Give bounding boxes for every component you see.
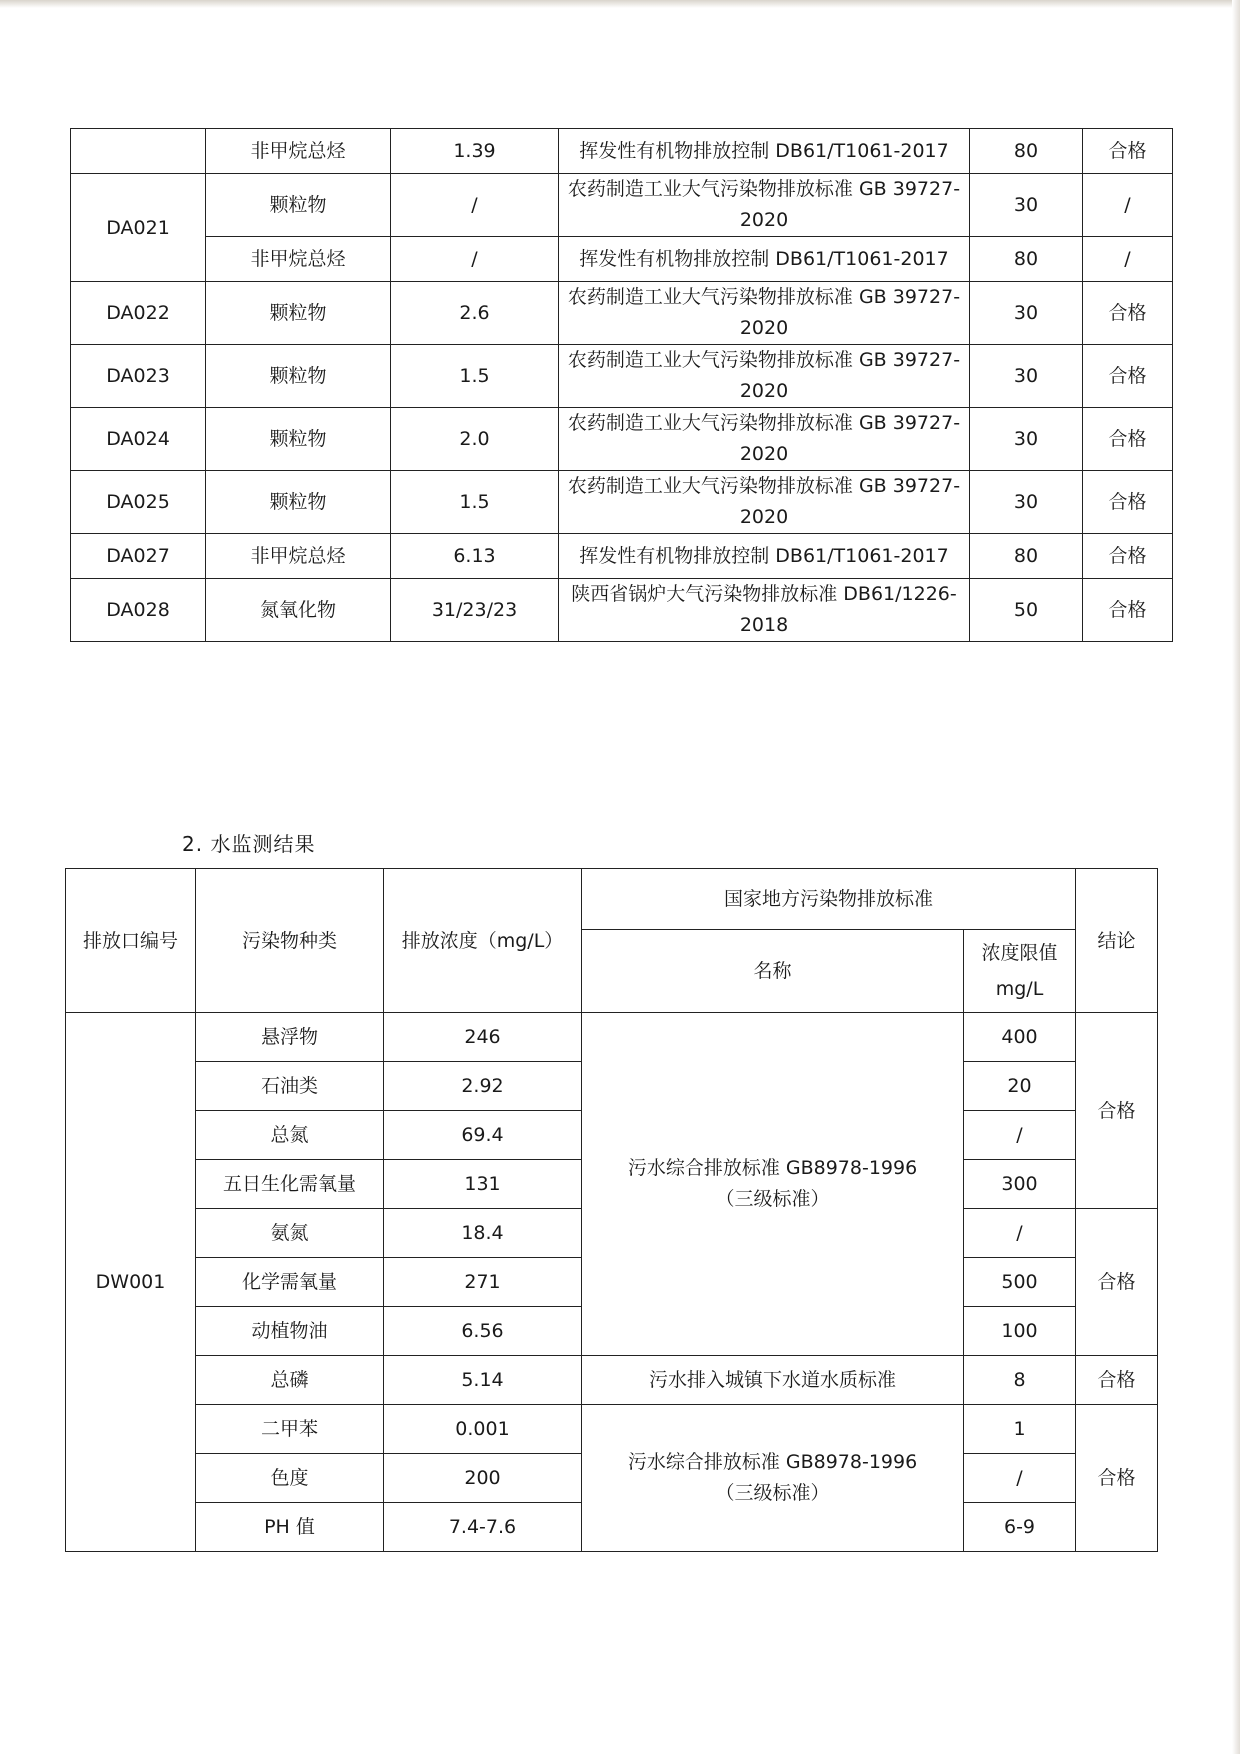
standard-cell <box>559 579 970 642</box>
table-row <box>71 237 1173 282</box>
standard-text: 农药制造工业大气污染物排放标准 GB 39727-2020 <box>567 412 961 465</box>
outlet-cell: DA021 <box>71 174 206 282</box>
concentration-cell: 271 <box>384 1258 582 1307</box>
header-standard-name: 名称 <box>582 930 964 1013</box>
header-outlet: 排放口编号 <box>66 869 196 1013</box>
outlet-cell: DW001 <box>66 1013 196 1552</box>
section-title: 2. 水监测结果 <box>182 832 316 856</box>
standard-cell <box>559 282 970 345</box>
water-monitoring-table <box>65 868 1158 1552</box>
table-row <box>71 534 1173 579</box>
table-row <box>71 174 1173 237</box>
result-cell: 合格 <box>1083 408 1173 471</box>
pollutant-cell: 非甲烷总烃 <box>206 129 391 174</box>
header-pollutant: 污染物种类 <box>196 869 384 1013</box>
concentration-cell: 131 <box>384 1160 582 1209</box>
concentration-cell: 5.14 <box>384 1356 582 1405</box>
table-row <box>71 282 1173 345</box>
limit-cell: 80 <box>970 534 1083 579</box>
header-limit <box>964 930 1076 1013</box>
limit-cell: / <box>964 1209 1076 1258</box>
pollutant-cell: 非甲烷总烃 <box>206 237 391 282</box>
concentration-cell: 6.56 <box>384 1307 582 1356</box>
limit-cell: 400 <box>964 1013 1076 1062</box>
concentration-cell: 0.001 <box>384 1405 582 1454</box>
result-cell: / <box>1083 174 1173 237</box>
limit-cell: / <box>964 1454 1076 1503</box>
result-cell: 合格 <box>1083 129 1173 174</box>
standard-text: 农药制造工业大气污染物排放标准 GB 39727-2020 <box>567 178 961 231</box>
standard-cell: 挥发性有机物排放控制 DB61/T1061-2017 <box>559 129 970 174</box>
header-result: 结论 <box>1076 869 1158 1013</box>
pollutant-cell: 总磷 <box>196 1356 384 1405</box>
pollutant-cell: 颗粒物 <box>206 408 391 471</box>
limit-cell: 8 <box>964 1356 1076 1405</box>
pollutant-cell: 悬浮物 <box>196 1013 384 1062</box>
outlet-cell: DA027 <box>71 534 206 579</box>
standard-cell: 污水排入城镇下水道水质标准 <box>582 1356 964 1405</box>
limit-cell: 20 <box>964 1062 1076 1111</box>
standard-text: 农药制造工业大气污染物排放标准 GB 39727-2020 <box>567 475 961 528</box>
scan-edge-top <box>0 0 1240 8</box>
pollutant-cell: 颗粒物 <box>206 471 391 534</box>
standard-text: 污水综合排放标准 GB8978-1996（三级标准） <box>627 1157 918 1210</box>
table-row <box>66 1013 1158 1062</box>
limit-cell: / <box>964 1111 1076 1160</box>
standard-cell <box>582 1405 964 1552</box>
concentration-cell: 1.5 <box>391 471 559 534</box>
result-cell: 合格 <box>1076 1405 1158 1552</box>
result-cell: 合格 <box>1083 471 1173 534</box>
outlet-cell <box>71 129 206 174</box>
outlet-cell: DA022 <box>71 282 206 345</box>
standard-cell <box>559 471 970 534</box>
header-standard-group: 国家地方污染物排放标准 <box>582 869 1076 930</box>
pollutant-cell: PH 值 <box>196 1503 384 1552</box>
standard-text: 陕西省锅炉大气污染物排放标准 DB61/1226-2018 <box>571 583 957 636</box>
result-cell: 合格 <box>1076 1013 1158 1209</box>
concentration-cell: 200 <box>384 1454 582 1503</box>
limit-cell: 30 <box>970 174 1083 237</box>
limit-cell: 500 <box>964 1258 1076 1307</box>
table-row <box>71 408 1173 471</box>
pollutant-cell: 动植物油 <box>196 1307 384 1356</box>
pollutant-cell: 化学需氧量 <box>196 1258 384 1307</box>
standard-cell <box>582 1013 964 1356</box>
result-cell: 合格 <box>1083 579 1173 642</box>
limit-cell: 30 <box>970 282 1083 345</box>
concentration-cell: 6.13 <box>391 534 559 579</box>
limit-cell: 30 <box>970 471 1083 534</box>
result-cell: 合格 <box>1076 1209 1158 1356</box>
concentration-cell: 2.0 <box>391 408 559 471</box>
limit-cell: 50 <box>970 579 1083 642</box>
concentration-cell: / <box>391 174 559 237</box>
concentration-cell: 2.6 <box>391 282 559 345</box>
standard-cell <box>559 408 970 471</box>
pollutant-cell: 石油类 <box>196 1062 384 1111</box>
pollutant-cell: 氨氮 <box>196 1209 384 1258</box>
pollutant-cell: 颗粒物 <box>206 174 391 237</box>
concentration-cell: / <box>391 237 559 282</box>
standard-cell <box>559 174 970 237</box>
outlet-cell: DA025 <box>71 471 206 534</box>
concentration-cell: 31/23/23 <box>391 579 559 642</box>
pollutant-cell: 颗粒物 <box>206 345 391 408</box>
concentration-cell: 246 <box>384 1013 582 1062</box>
standard-cell <box>559 345 970 408</box>
table-row <box>71 579 1173 642</box>
standard-text: 污水综合排放标准 GB8978-1996（三级标准） <box>627 1451 918 1504</box>
outlet-cell: DA023 <box>71 345 206 408</box>
standard-text: 农药制造工业大气污染物排放标准 GB 39727-2020 <box>567 349 961 402</box>
table-row <box>71 471 1173 534</box>
air-monitoring-table <box>70 128 1173 642</box>
pollutant-cell: 色度 <box>196 1454 384 1503</box>
result-cell: 合格 <box>1083 282 1173 345</box>
concentration-cell: 1.39 <box>391 129 559 174</box>
limit-cell: 100 <box>964 1307 1076 1356</box>
standard-cell: 挥发性有机物排放控制 DB61/T1061-2017 <box>559 534 970 579</box>
table-row <box>71 345 1173 408</box>
limit-cell: 6-9 <box>964 1503 1076 1552</box>
result-cell: 合格 <box>1083 534 1173 579</box>
concentration-cell: 1.5 <box>391 345 559 408</box>
result-cell: 合格 <box>1083 345 1173 408</box>
header-row <box>66 869 1158 930</box>
concentration-cell: 2.92 <box>384 1062 582 1111</box>
limit-cell: 30 <box>970 408 1083 471</box>
standard-cell: 挥发性有机物排放控制 DB61/T1061-2017 <box>559 237 970 282</box>
concentration-cell: 18.4 <box>384 1209 582 1258</box>
limit-cell: 300 <box>964 1160 1076 1209</box>
pollutant-cell: 氮氧化物 <box>206 579 391 642</box>
standard-text: 农药制造工业大气污染物排放标准 GB 39727-2020 <box>567 286 961 339</box>
concentration-cell: 7.4-7.6 <box>384 1503 582 1552</box>
pollutant-cell: 非甲烷总烃 <box>206 534 391 579</box>
table-row <box>66 1356 1158 1405</box>
limit-cell: 1 <box>964 1405 1076 1454</box>
pollutant-cell: 五日生化需氧量 <box>196 1160 384 1209</box>
outlet-cell: DA024 <box>71 408 206 471</box>
table-row <box>66 1405 1158 1454</box>
result-cell: 合格 <box>1076 1356 1158 1405</box>
table-row <box>71 129 1173 174</box>
pollutant-cell: 二甲苯 <box>196 1405 384 1454</box>
header-concentration: 排放浓度（mg/L） <box>384 869 582 1013</box>
concentration-cell: 69.4 <box>384 1111 582 1160</box>
limit-cell: 30 <box>970 345 1083 408</box>
pollutant-cell: 总氮 <box>196 1111 384 1160</box>
pollutant-cell: 颗粒物 <box>206 282 391 345</box>
limit-cell: 80 <box>970 129 1083 174</box>
result-cell: / <box>1083 237 1173 282</box>
limit-cell: 80 <box>970 237 1083 282</box>
header-limit-text: 浓度限值 mg/L <box>981 942 1058 1000</box>
outlet-cell: DA028 <box>71 579 206 642</box>
scan-edge-right <box>1232 0 1240 1754</box>
